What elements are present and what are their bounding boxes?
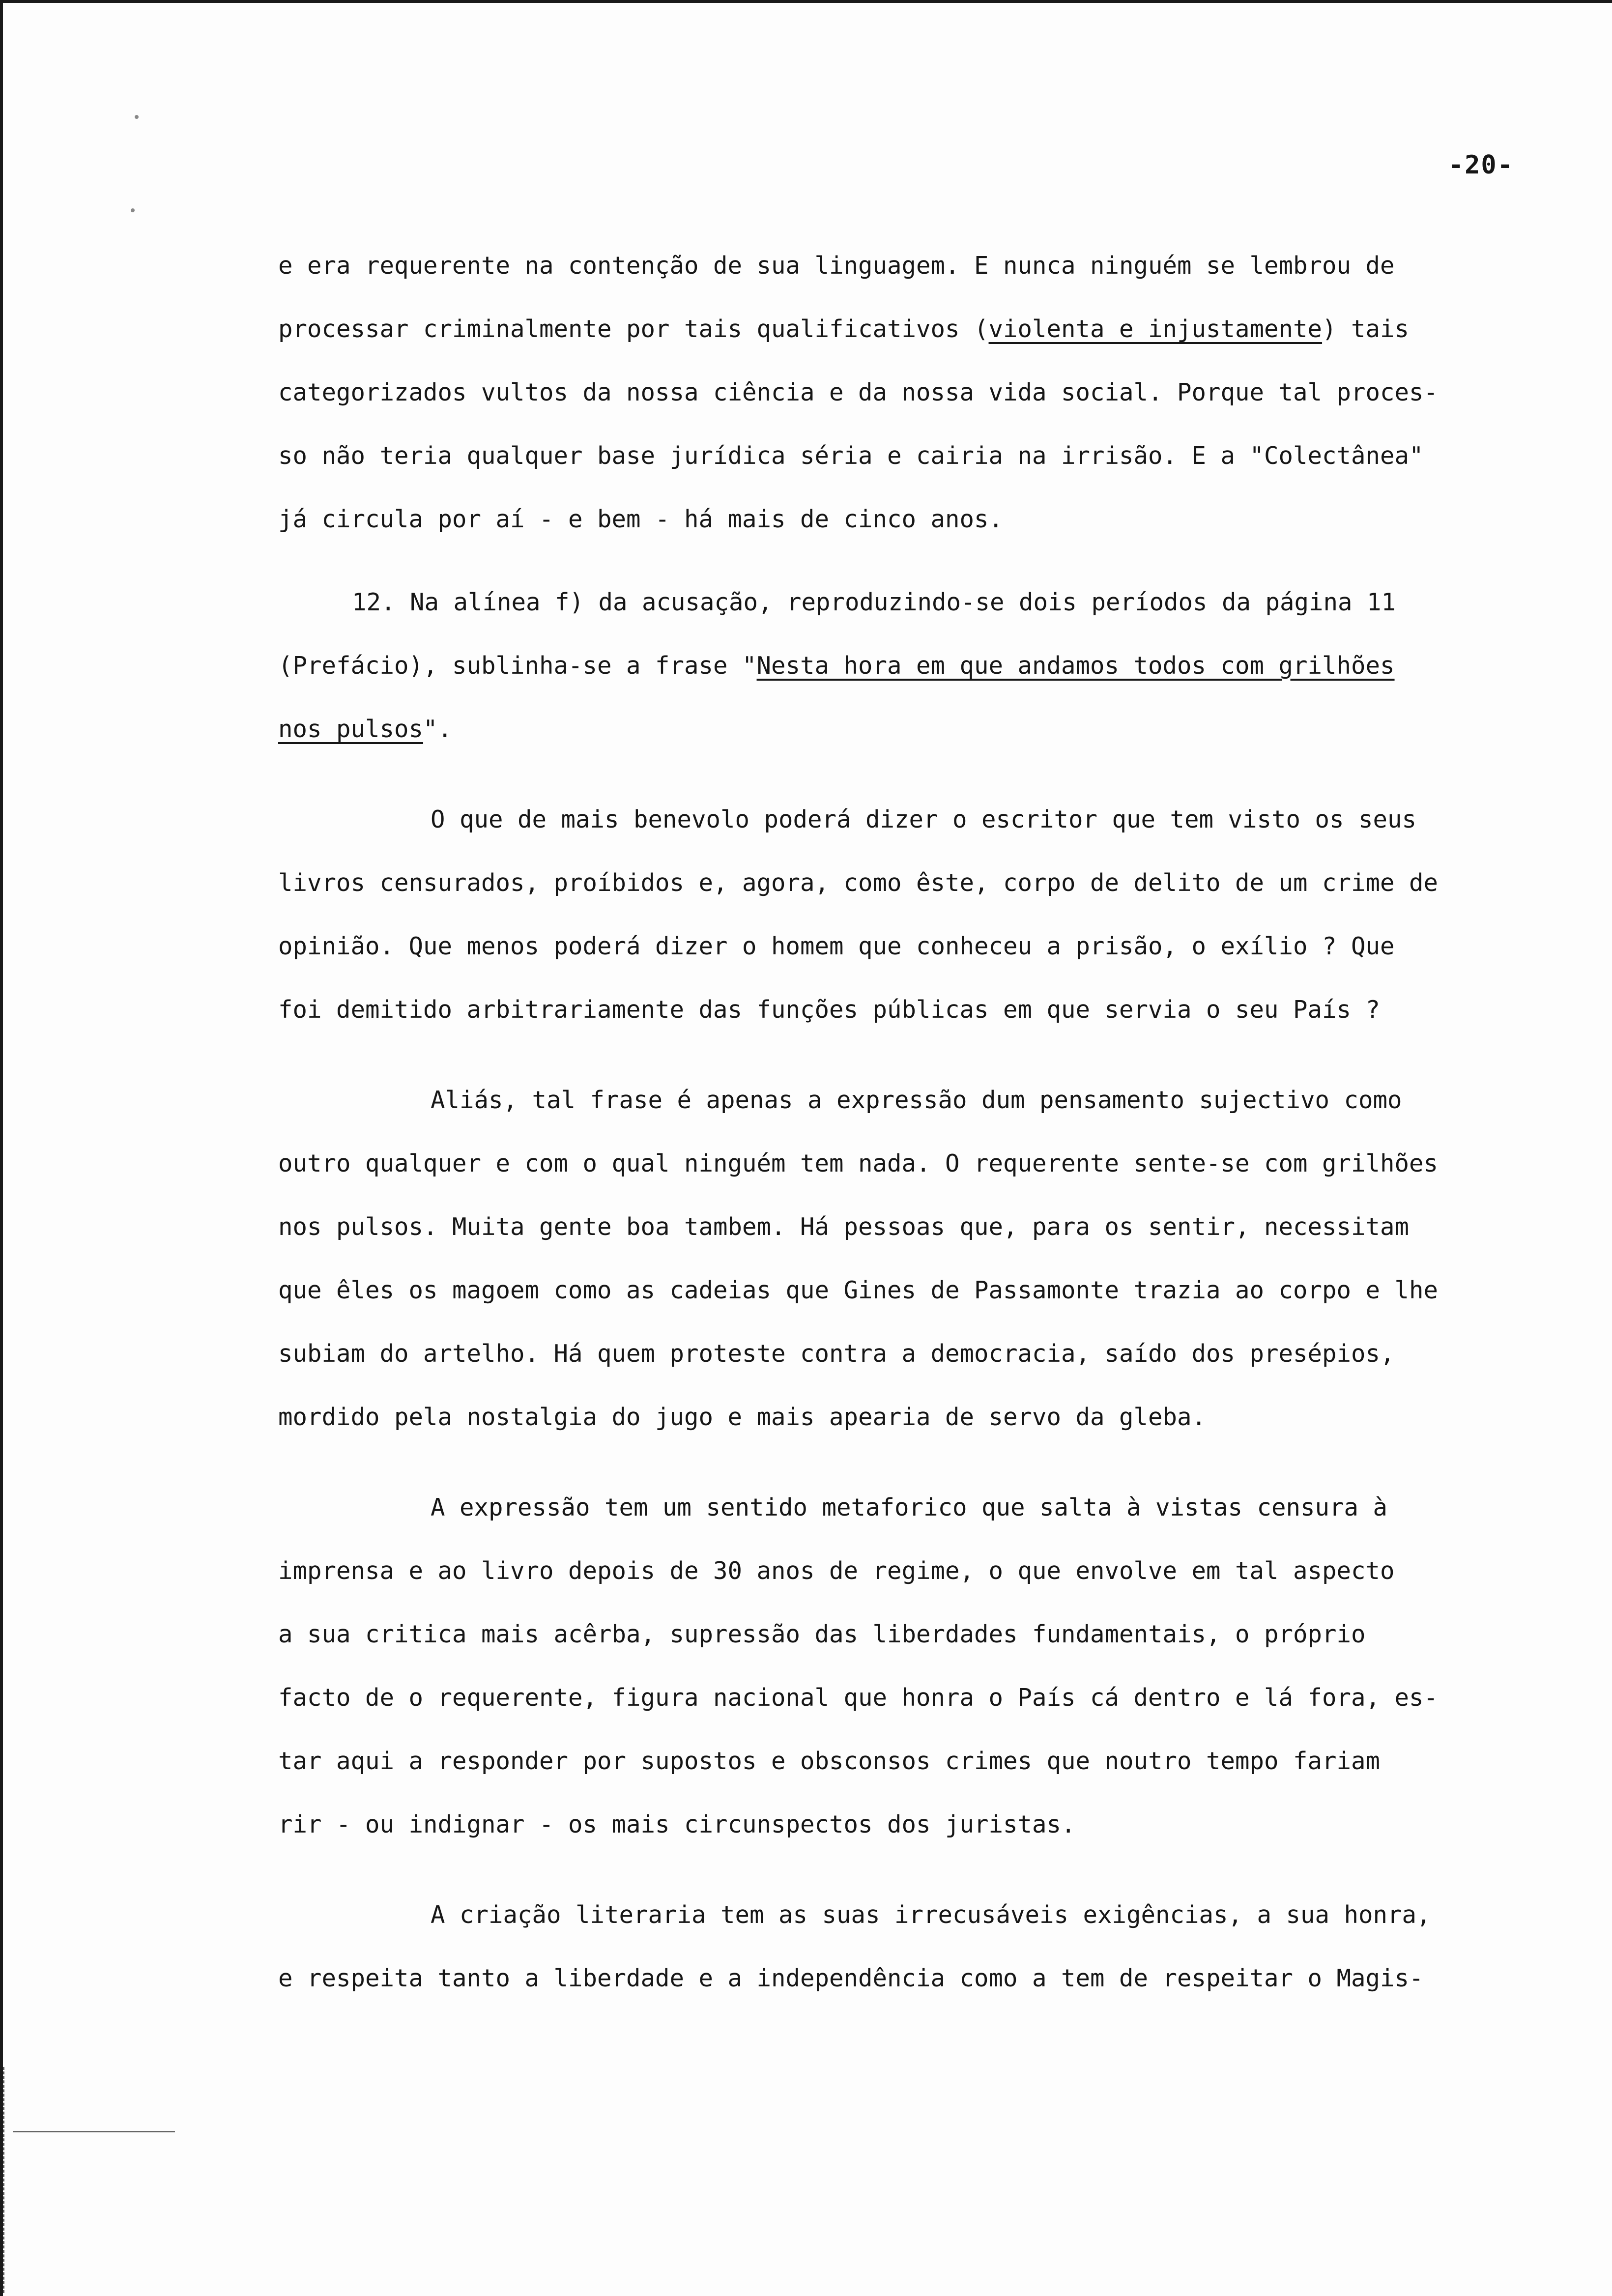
- text-line: so não teria qualquer base jurídica séria e cairia na irrisão. E a "Colectânea": [278, 442, 1424, 470]
- text-line: A criação literaria tem as suas irrecusáveis exigências, a sua honra,: [431, 1901, 1431, 1929]
- paragraph: [278, 1476, 1585, 1856]
- text-line: nos pulsos".: [278, 715, 453, 743]
- text-line: a sua critica mais acêrba, supressão das liberdades fundamentais, o próprio: [278, 1620, 1366, 1648]
- paragraph-item-12: [278, 571, 1585, 761]
- text-line: tar aqui a responder por supostos e obsconsos crimes que noutro tempo fariam: [278, 1747, 1381, 1775]
- text-line: Aliás, tal frase é apenas a expressão dum pensamento sujectivo como: [431, 1086, 1402, 1114]
- text-line: nos pulsos. Muita gente boa tambem. Há pessoas que, para os sentir, necessitam: [278, 1213, 1410, 1241]
- text-line: mordido pela nostalgia do jugo e mais apearia de servo da gleba.: [278, 1403, 1207, 1431]
- paragraph-continuation: [278, 234, 1585, 551]
- paragraph: [278, 788, 1585, 1041]
- text-line: que êles os magoem como as cadeias que Gines de Passamonte trazia ao corpo e lhe: [278, 1276, 1439, 1304]
- text-line: outro qualquer e com o qual ninguém tem nada. O requerente sente-se com grilhões: [278, 1149, 1439, 1177]
- text-line: foi demitido arbitrariamente das funções públicas em que servia o seu País ?: [278, 996, 1381, 1024]
- underlined-phrase: Nesta hora em que andamos todos com grilhões: [756, 652, 1395, 680]
- document-body: [278, 234, 1585, 2010]
- text-line: opinião. Que menos poderá dizer o homem que conheceu a prisão, o exílio ? Que: [278, 932, 1395, 960]
- scan-edge-marks: [3, 2067, 10, 2293]
- text-line: já circula por aí - e bem - há mais de cinco anos.: [278, 505, 1004, 533]
- text-line: rir - ou indignar - os mais circunspectos dos juristas.: [278, 1810, 1076, 1838]
- scan-speck: [131, 208, 135, 212]
- text-line: A expressão tem um sentido metaforico que salta à vistas censura à: [431, 1493, 1388, 1521]
- underlined-phrase: nos pulsos: [278, 715, 424, 743]
- text-line: O que de mais benevolo poderá dizer o escritor que tem visto os seus: [431, 805, 1417, 833]
- text-line: categorizados vultos da nossa ciência e da nossa vida social. Porque tal proces-: [278, 378, 1439, 406]
- text-line: imprensa e ao livro depois de 30 anos de regime, o que envolve em tal aspecto: [278, 1557, 1395, 1585]
- paragraph: [278, 1068, 1585, 1449]
- scan-artifact-line: [13, 2131, 175, 2132]
- text-line: e respeita tanto a liberdade e a independência como a tem de respeitar o Magis-: [278, 1964, 1424, 1992]
- text-line: livros censurados, proíbidos e, agora, como êste, corpo de delito de um crime de: [278, 869, 1439, 897]
- text-line: subiam do artelho. Há quem proteste contra a democracia, saído dos presépios,: [278, 1340, 1395, 1368]
- page-number: -20-: [1448, 150, 1514, 180]
- text-line: e era requerente na contenção de sua linguagem. E nunca ninguém se lembrou de: [278, 252, 1395, 280]
- text-line: processar criminalmente por tais qualificativos (violenta e injustamente) tais: [278, 315, 1410, 343]
- underlined-phrase: violenta e injustamente: [988, 315, 1323, 343]
- text-line: 12. Na alínea f) da acusação, reproduzindo-se dois períodos da página 11: [352, 588, 1396, 616]
- text-line: facto de o requerente, figura nacional que honra o País cá dentro e lá fora, es-: [278, 1684, 1439, 1712]
- paragraph: [278, 1883, 1585, 2010]
- text-line: (Prefácio), sublinha-se a frase "Nesta hora em que andamos todos com grilhões: [278, 652, 1395, 680]
- scan-speck: [135, 115, 139, 119]
